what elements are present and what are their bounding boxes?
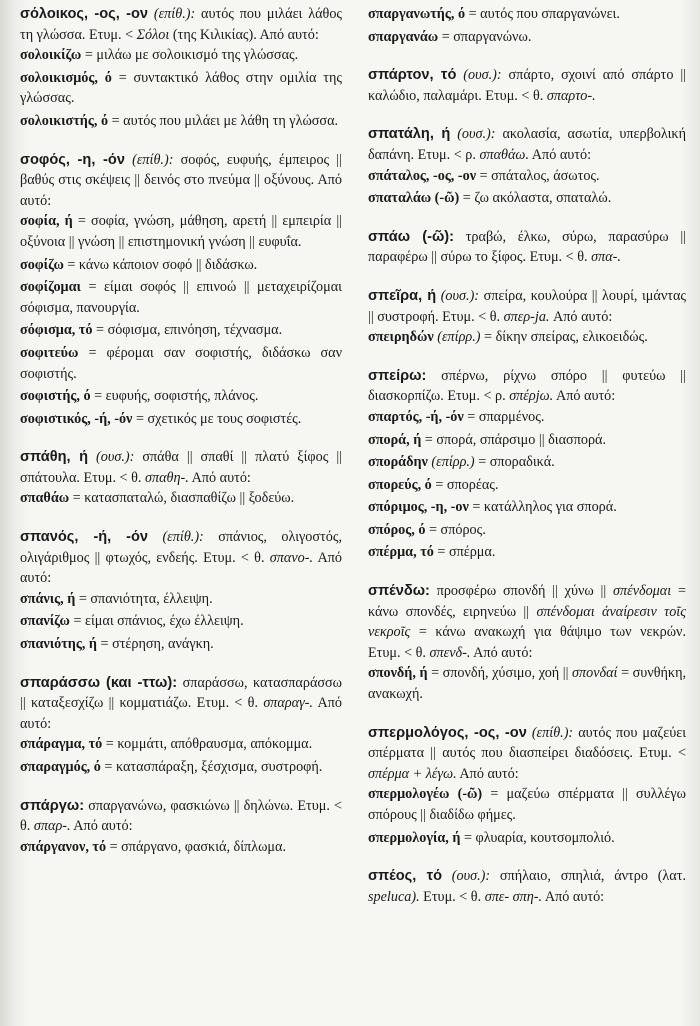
headword: σπατάλη, ή xyxy=(368,126,451,143)
text-fragment: = συντακτικό λάθος στην ομιλία της γλώσσας. xyxy=(20,69,343,107)
subentry xyxy=(368,407,686,428)
text-fragment: = συνθήκη, ανακωχή. xyxy=(368,665,687,703)
entry-spatali xyxy=(368,124,686,208)
subentry xyxy=(368,27,686,48)
text-fragment: σπαταλάω (-ῶ) xyxy=(368,190,460,207)
text-fragment: = σπάταλος, άσωτος. xyxy=(479,167,600,184)
headword: σπάρτον, τό xyxy=(368,67,457,84)
definition: Από αυτό: xyxy=(544,888,605,905)
subentry xyxy=(368,4,686,25)
text-fragment: = σποραδικά. xyxy=(478,454,555,471)
text-fragment: σπαθάω xyxy=(20,490,70,507)
text-fragment: = φέρομαι σαν σοφιστής, διδάσκω σαν σοφιστής. xyxy=(20,344,343,382)
subentry xyxy=(20,211,342,252)
subentry xyxy=(20,343,342,384)
text-fragment: σπέρμα, τό xyxy=(368,544,434,561)
text-fragment: σόφισμα, τό xyxy=(20,322,93,339)
text-fragment: = ζω ακόλαστα, σπαταλώ. xyxy=(462,190,612,207)
definition: σπαράσσω, κατασπαράσσω || καταξεσχίζω || κομματιάζω. Ετυμ. < θ. xyxy=(20,674,343,712)
left-column xyxy=(20,4,342,1026)
text-fragment: = κομμάτι, απόθραυσμα, απόκομμα. xyxy=(105,736,313,753)
text-fragment: σπανιότης, ή xyxy=(20,636,97,653)
text-fragment: = σόφισμα, επινόηση, τέχνασμα. xyxy=(96,322,283,339)
subentry xyxy=(368,520,686,541)
text-fragment: σπορεύς, ό xyxy=(368,476,432,493)
part-of-speech: (ουσ.): xyxy=(440,287,480,304)
definition: σπέρνω, ρίχνω σπόρο || φυτεύω || διασκορπίζω. Ετυμ. < ρ. xyxy=(368,367,686,405)
etymology: σπαθη-. xyxy=(145,469,189,486)
definition: σπάρτο, σχοινί από σπάρτο || καλώδιο, παλαμάρι. Ετυμ. < θ. xyxy=(368,67,687,104)
text-fragment: = σπονδή, χύσιμο, χοή || xyxy=(431,665,569,682)
text-fragment: σοφίζομαι xyxy=(20,279,81,296)
subentry xyxy=(368,784,686,825)
example: σπένδομαι ἀναίρεσιν τοῖς νεκροῖς xyxy=(368,603,686,641)
subentry xyxy=(368,430,686,451)
example: σπένδομαι xyxy=(613,583,672,600)
definition: σπάνιος, ολιγοστός, ολιγάριθμος || φτωχός, ενδεής. Ετυμ. < θ. xyxy=(20,529,342,566)
text-fragment: = σπάργανο, φασκιά, δίπλωμα. xyxy=(109,838,287,855)
text-fragment: σπαρτός, -ή, -όν xyxy=(368,408,464,425)
headword: σπάω (-ῶ): xyxy=(368,228,455,245)
headword: σπείρω: xyxy=(368,367,427,384)
entry-speira xyxy=(368,286,686,348)
subentry xyxy=(20,757,342,778)
text-fragment: σπανίζω xyxy=(20,613,70,630)
etymology: σπανο-. xyxy=(269,549,314,566)
definition: Από αυτό: xyxy=(20,695,342,732)
text-fragment: σπειρηδών xyxy=(368,329,434,346)
entry-spao xyxy=(368,227,686,268)
text-fragment: σολοικισμός, ό xyxy=(20,69,112,86)
definition: αυτός που μαζεύει σπέρματα || αυτός που διασπείρει διαδόσεις. Ετυμ. < xyxy=(368,724,687,762)
subentry xyxy=(368,452,686,473)
text-fragment: σπονδή, ή xyxy=(368,665,428,682)
etymology: σπερ-ja. xyxy=(503,308,550,325)
text-fragment: = κατάλληλος για σπορά. xyxy=(472,499,617,516)
headword: σπεῖρα, ή xyxy=(368,287,437,304)
part-of-speech: (επίθ.): xyxy=(531,724,574,741)
headword: σπένδω: xyxy=(368,583,430,600)
definition: σπαργανώνω, φασκιώνω || δηλώνω. Ετυμ. < θ. xyxy=(20,797,343,835)
subentry xyxy=(20,68,342,109)
text-fragment: σπαργανάω xyxy=(368,28,439,45)
text-fragment: = σπορέας. xyxy=(435,476,499,493)
definition: σπήλαιο, σπηλιά, άντρο (λατ. xyxy=(499,868,686,885)
text-fragment: = σπορά, σπάρσιμο || διασπορά. xyxy=(424,431,607,448)
text-fragment: = σπόρος. xyxy=(429,521,486,538)
headword: σπάθη, ή xyxy=(20,449,89,466)
text-fragment: (επίρρ.) xyxy=(437,329,481,346)
definition: (της Κιλικίας). Από αυτό: xyxy=(172,26,319,43)
subentry xyxy=(20,255,342,276)
text-fragment: = μιλάω με σολοικισμό της γλώσσας. xyxy=(84,47,299,64)
text-fragment: σοφίζω xyxy=(20,256,64,273)
etymology: σπαρ-. xyxy=(33,818,71,835)
part-of-speech: (ουσ.): xyxy=(451,868,491,885)
text-fragment: σπερμολογέω (-ῶ) xyxy=(368,786,483,803)
etymology: σπα-. xyxy=(591,249,621,266)
entry-sofos xyxy=(20,150,342,430)
subentry xyxy=(368,188,686,209)
definition: Από αυτό: xyxy=(73,818,133,835)
text-fragment: = ευφυής, σοφιστής, πλάνος. xyxy=(94,388,259,405)
subentry xyxy=(20,45,342,66)
subentry xyxy=(368,542,686,563)
entry-speos xyxy=(368,866,686,907)
definition: Από αυτό: xyxy=(473,644,533,661)
entry-soloikos xyxy=(20,4,342,132)
etymology: Σόλοι xyxy=(136,26,170,43)
entry-spathi xyxy=(20,447,342,509)
entry-sparton xyxy=(368,65,686,106)
definition: Από αυτό: xyxy=(459,765,519,782)
text-fragment: σπόριμος, -η, -ον xyxy=(368,499,469,516)
text-fragment: = κάνω κάποιον σοφό || διδάσκω. xyxy=(67,256,258,273)
right-column xyxy=(368,4,686,1026)
etymology: σπαρτο-. xyxy=(546,87,596,104)
headword: σοφός, -η, -όν xyxy=(20,151,125,168)
part-of-speech: (ουσ.): xyxy=(457,126,496,143)
headword: σπέος, τό xyxy=(368,868,443,885)
subentry xyxy=(20,634,342,655)
text-fragment: σοφιστικός, -ή, -όν xyxy=(20,410,133,427)
subentry xyxy=(20,111,342,132)
text-fragment: = αυτός που σπαργανώνει. xyxy=(468,6,620,22)
etymology: σπενδ-. xyxy=(429,644,471,661)
definition: ακολασία, ασωτία, υπερβολική δαπάνη. Ετυμ. < ρ. xyxy=(368,126,686,163)
subentry xyxy=(368,828,686,849)
text-fragment: σπερμολογία, ή xyxy=(368,829,461,846)
part-of-speech: (επίθ.): xyxy=(162,529,204,546)
part-of-speech: (ουσ.): xyxy=(463,67,502,84)
definition: Ετυμ. < θ. xyxy=(423,888,482,905)
text-fragment: = σπαργανώνω. xyxy=(441,28,532,45)
definition: αυτός που μιλάει λάθος τη γλώσσα. Ετυμ. < xyxy=(20,6,343,43)
text-fragment: σπόρος, ό xyxy=(368,521,426,538)
subentry xyxy=(20,611,342,632)
text-fragment: σπάργανον, τό xyxy=(20,838,107,855)
text-fragment: = σπανιότητα, έλλειψη. xyxy=(78,590,213,607)
definition: σπείρα, κουλούρα || λουρί, ιμάντας || συστροφή. Ετυμ. < θ. xyxy=(368,287,686,325)
definition: σπάθα || σπαθί || πλατύ ξίφος || σπάτουλα. Ετυμ. < θ. xyxy=(20,449,343,486)
latin-term: speluca). xyxy=(368,888,420,905)
entry-sparg-continued xyxy=(368,4,686,47)
text-fragment: = σπαρμένος. xyxy=(467,408,545,425)
text-fragment: = δίκην σπείρας, ελικοειδώς. xyxy=(484,329,648,346)
text-fragment: σπάνις, ή xyxy=(20,590,76,607)
definition: Από αυτό: xyxy=(20,549,343,587)
text-fragment: σπορά, ή xyxy=(368,431,422,448)
headword: σπερμολόγος, -ος, -ον xyxy=(368,724,527,741)
entry-spendo xyxy=(368,581,686,705)
definition: Από αυτό: xyxy=(531,146,592,163)
entry-spermologos xyxy=(368,723,686,849)
subentry xyxy=(20,409,342,430)
subentry xyxy=(368,663,686,704)
text-fragment: σποράδην xyxy=(368,454,428,471)
part-of-speech: (ουσ.): xyxy=(96,449,135,466)
entry-sparasso xyxy=(20,673,342,778)
definition: = κάνω σπονδές, ειρηνεύω || xyxy=(368,583,686,620)
text-fragment: = κατασπαταλώ, διασπαθίζω || ξοδεύω. xyxy=(72,490,295,507)
definition: = κάνω ανακωχή για θάψιμο των νεκρών. Ετυμ. < θ. xyxy=(368,624,686,661)
definition: προσφέρω σπονδή || χύνω || xyxy=(436,583,607,600)
text-fragment: σολοικίζω xyxy=(20,47,82,64)
etymology: σπαραγ-. xyxy=(263,695,313,712)
subentry xyxy=(20,837,342,858)
definition: Από αυτό: xyxy=(553,308,613,325)
subentry xyxy=(20,320,342,341)
headword: σπαράσσω (και -ττω): xyxy=(20,674,178,691)
entry-spargo xyxy=(20,796,342,858)
text-fragment: = είμαι σοφός || επινοώ || μεταχειρίζομαι σόφισμα, πανουργία. xyxy=(20,279,342,316)
text-fragment: σπονδαί xyxy=(572,665,618,682)
text-fragment: = σοφία, γνώση, μάθηση, αρετή || εμπειρία || οξύνοια || γνώση || επιστημονική γνώση || ευφυΐα. xyxy=(20,213,342,250)
etymology: σπαθάω. xyxy=(479,146,530,163)
etymology: σπέρjω. xyxy=(509,388,554,405)
text-fragment: σπαργανωτής, ό xyxy=(368,6,466,22)
subentry xyxy=(20,488,342,509)
entry-speiro xyxy=(368,366,686,563)
text-fragment: σοφιτεύω xyxy=(20,344,79,361)
definition: σοφός, ευφυής, έμπειρος || βαθύς στις σκέψεις || δεινός στο πνεύμα || οξύνους. Από αυτό: xyxy=(20,151,342,209)
text-fragment: = σπέρμα. xyxy=(437,544,496,561)
part-of-speech: (επίθ.): xyxy=(132,151,174,168)
subentry xyxy=(20,277,342,318)
text-fragment: σπάραγμα, τό xyxy=(20,736,103,753)
definition: Από αυτό: xyxy=(555,388,616,405)
subentry xyxy=(20,386,342,407)
text-fragment: = είμαι σπάνιος, έχω έλλειψη. xyxy=(73,613,244,630)
text-fragment: = στέρηση, ανάγκη. xyxy=(100,636,214,653)
text-fragment: = μαζεύω σπέρματα || συλλέγω σπόρους || διαδίδω φήμες. xyxy=(368,786,686,823)
subentry xyxy=(368,166,686,187)
subentry xyxy=(368,327,686,348)
entry-spanos xyxy=(20,527,342,655)
subentry xyxy=(368,475,686,496)
text-fragment: = σχετικός με τους σοφιστές. xyxy=(135,410,302,427)
text-fragment: = αυτός που μιλάει με λάθη τη γλώσσα. xyxy=(111,112,339,129)
text-fragment: (επίρρ.) xyxy=(431,454,475,471)
etymology: σπε- σπη-. xyxy=(484,888,543,905)
definition: Από αυτό: xyxy=(191,469,251,486)
text-fragment: σολοικιστής, ό xyxy=(20,112,109,129)
headword: σόλοικος, -ος, -ον xyxy=(20,6,149,22)
text-fragment: σοφία, ή xyxy=(20,213,73,230)
text-fragment: = κατασπάραξη, ξέσχισμα, συστροφή. xyxy=(104,759,323,775)
text-fragment: σοφιστής, ό xyxy=(20,388,91,405)
subentry xyxy=(20,589,342,610)
text-fragment: σπαραγμός, ό xyxy=(20,759,101,775)
definition: τραβώ, έλκω, σύρω, παρασύρω || παραφέρω || σύρω το ξίφος. Ετυμ. < θ. xyxy=(368,228,686,266)
headword: σπανός, -ή, -όν xyxy=(20,529,149,546)
text-fragment: σπάταλος, -ος, -ον xyxy=(368,167,477,184)
subentry xyxy=(368,497,686,518)
part-of-speech: (επίθ.): xyxy=(153,6,196,22)
headword: σπάργω: xyxy=(20,797,85,814)
etymology: σπέρμα + λέγω. xyxy=(368,765,457,782)
subentry xyxy=(20,734,342,755)
text-fragment: = φλυαρία, κουτσομπολιό. xyxy=(464,829,615,846)
